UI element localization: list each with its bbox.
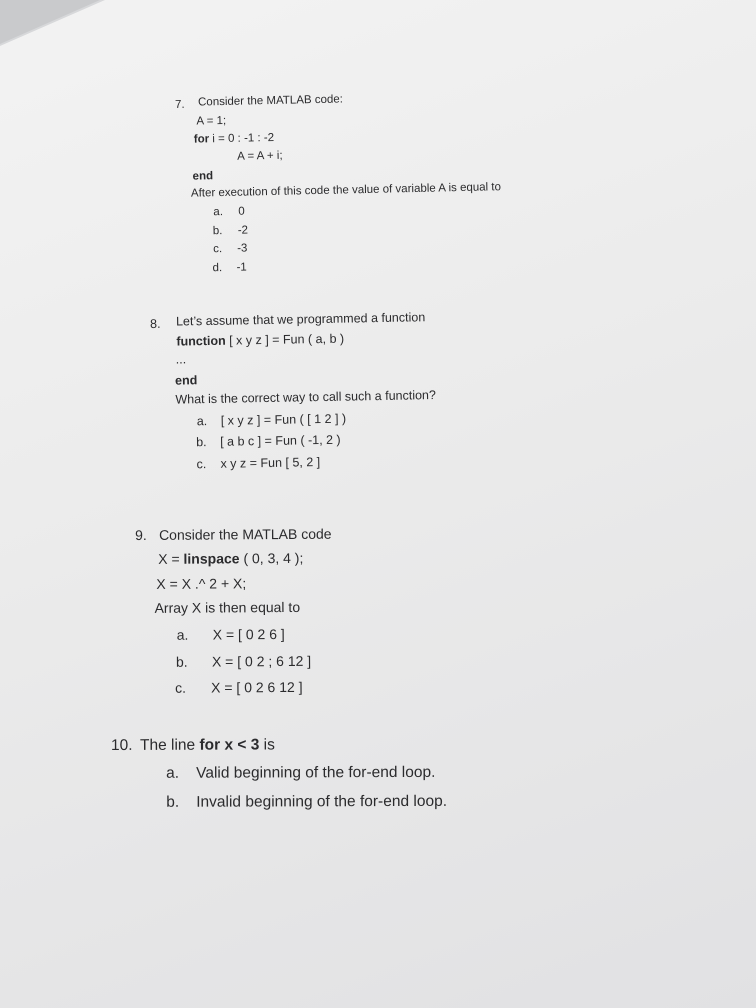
keyword-function: function bbox=[176, 333, 226, 349]
question-7-code-line-2 bbox=[194, 132, 274, 146]
question-9-code-line-1 bbox=[158, 550, 303, 567]
option-letter: b. bbox=[196, 435, 207, 450]
question-7-code-line-4: end bbox=[192, 170, 214, 183]
question-8-code-line-2: ... bbox=[175, 352, 187, 367]
code-rest: [ x y z ] = Fun ( a, b ) bbox=[225, 331, 345, 348]
question-7-title: Consider the MATLAB code: bbox=[197, 93, 344, 109]
option-text: -2 bbox=[237, 224, 249, 237]
option-letter: b. bbox=[175, 653, 188, 670]
option-text: x y z = Fun [ 5, 2 ] bbox=[220, 455, 321, 471]
question-10-title bbox=[140, 736, 275, 754]
title-pre: The line bbox=[139, 736, 200, 754]
option-letter: a. bbox=[196, 414, 208, 429]
question-8-title: Let’s assume that we programmed a function bbox=[175, 310, 426, 329]
question-9-title: Consider the MATLAB code bbox=[158, 525, 332, 543]
option-text: 0 bbox=[238, 205, 245, 218]
question-7-prompt: After execution of this code the value of variable A is equal to bbox=[190, 181, 502, 200]
option-letter: c. bbox=[175, 679, 187, 696]
question-8-code-line-1 bbox=[176, 332, 344, 349]
option-text: [ a b c ] = Fun ( -1, 2 ) bbox=[220, 432, 341, 449]
keyword-for-x: for x < 3 bbox=[199, 736, 260, 754]
option-text: X = [ 0 2 6 12 ] bbox=[211, 678, 303, 696]
code-rest: ( 0, 3, 4 ); bbox=[239, 549, 304, 567]
option-letter: a. bbox=[213, 206, 224, 219]
code-pre: X = bbox=[158, 550, 184, 567]
question-9-code-line-2: X = X .^ 2 + X; bbox=[156, 575, 247, 592]
option-text: Valid beginning of the for-end loop. bbox=[196, 763, 436, 782]
keyword-linspace: linspace bbox=[183, 550, 240, 567]
option-letter: a. bbox=[176, 626, 189, 643]
option-letter: b. bbox=[166, 793, 180, 811]
option-text: -1 bbox=[236, 261, 247, 274]
question-7-number: 7. bbox=[174, 98, 185, 111]
keyword-for: for bbox=[193, 133, 210, 146]
option-text: X = [ 0 2 ; 6 12 ] bbox=[211, 652, 312, 670]
option-text: X = [ 0 2 6 ] bbox=[212, 625, 285, 643]
question-9-prompt: Array X is then equal to bbox=[154, 598, 301, 616]
option-letter: d. bbox=[212, 262, 223, 275]
option-letter: c. bbox=[196, 457, 207, 472]
option-letter: c. bbox=[213, 243, 223, 256]
code-rest: i = 0 : -1 : -2 bbox=[209, 131, 275, 146]
question-8-prompt: What is the correct way to call such a function? bbox=[175, 388, 437, 407]
question-8-code-line-3: end bbox=[174, 373, 198, 388]
question-10-number: 10. bbox=[110, 736, 133, 754]
option-text: [ x y z ] = Fun ( [ 1 2 ] ) bbox=[220, 411, 347, 428]
option-text: -3 bbox=[237, 242, 248, 255]
option-letter: a. bbox=[166, 764, 180, 782]
question-8-number: 8. bbox=[149, 316, 161, 331]
option-letter: b. bbox=[212, 225, 223, 238]
question-9-number: 9. bbox=[134, 526, 147, 544]
option-text: Invalid beginning of the for-end loop. bbox=[196, 792, 448, 811]
question-7-code-line-3: A = A + i; bbox=[237, 149, 283, 163]
question-7-code-line-1: A = 1; bbox=[196, 114, 227, 128]
title-post: is bbox=[259, 736, 275, 754]
